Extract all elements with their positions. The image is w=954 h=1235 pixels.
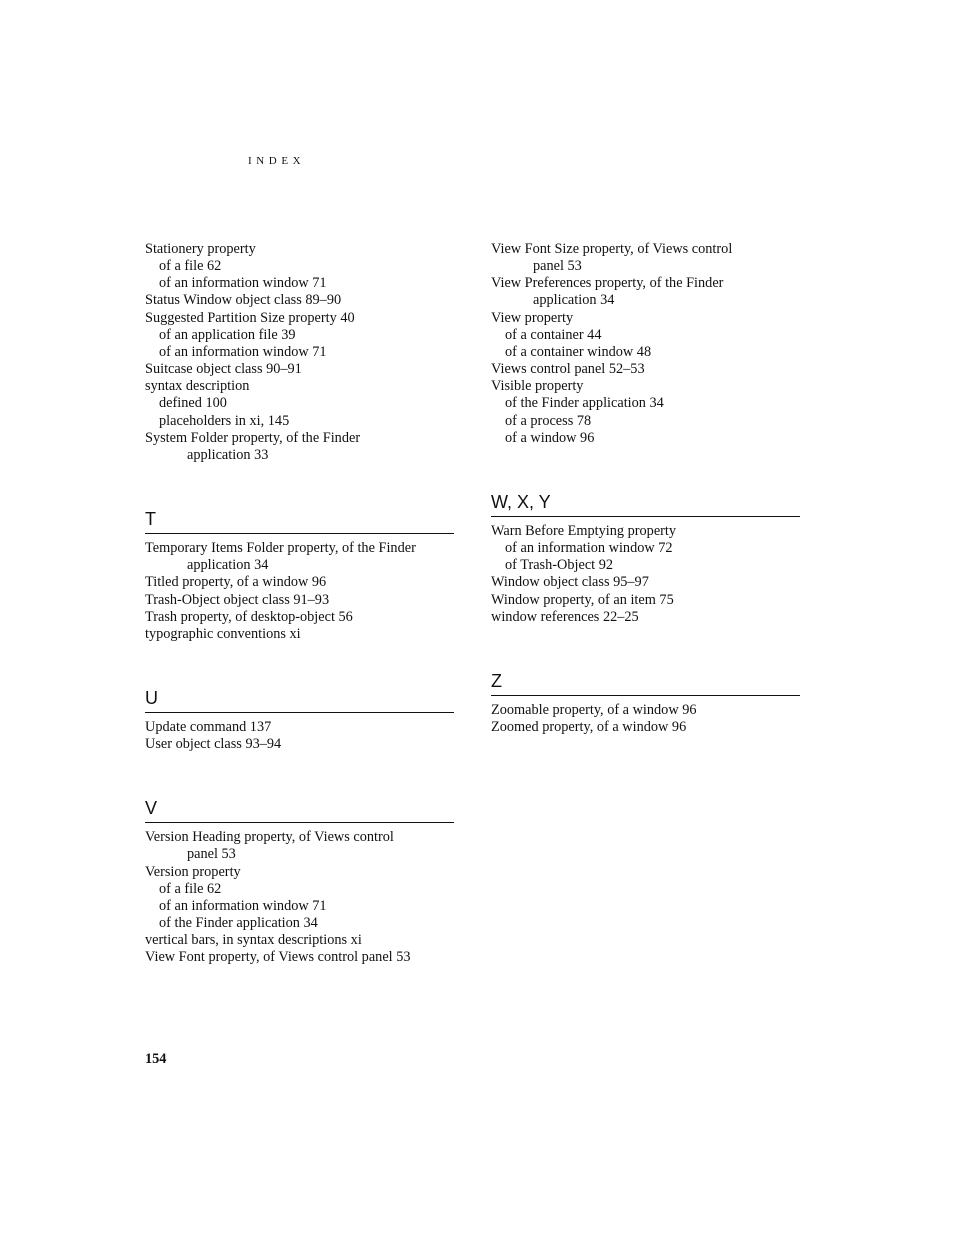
index-entry: Temporary Items Folder property, of the Finder	[145, 540, 416, 557]
index-entry: syntax description	[145, 378, 250, 395]
index-subentry: of the Finder application 34	[159, 915, 318, 932]
index-entry: Titled property, of a window 96	[145, 574, 327, 591]
index-entry: Views control panel 52–53	[491, 361, 645, 378]
section-spacer	[491, 447, 800, 491]
index-subentry: of a container 44	[505, 326, 602, 343]
section-letter-heading: Z	[491, 670, 800, 696]
index-entry: window references 22–25	[491, 608, 639, 625]
section-spacer	[145, 643, 454, 687]
index-column-right	[491, 241, 800, 736]
index-entry: Window property, of an item 75	[491, 591, 674, 608]
index-entry: Status Window object class 89–90	[145, 292, 342, 309]
index-subentry: of an information window 71	[159, 897, 327, 914]
index-subentry: of an information window 71	[159, 275, 327, 292]
index-entry: Trash-Object object class 91–93	[145, 591, 330, 608]
page-number: 154	[145, 1051, 167, 1067]
section-letter-heading: W, X, Y	[491, 491, 800, 517]
index-subentry: of Trash-Object 92	[505, 557, 614, 574]
index-subentry: of an application file 39	[159, 326, 296, 343]
section-spacer	[145, 753, 454, 797]
index-subentry: of a file 62	[159, 258, 222, 275]
running-head: INDEX	[248, 155, 306, 167]
index-entry: User object class 93–94	[145, 736, 282, 753]
index-entry: Version Heading property, of Views control	[145, 829, 394, 846]
index-subentry: of a file 62	[159, 880, 222, 897]
index-entry: Zoomable property, of a window 96	[491, 701, 697, 718]
index-entry: View property	[491, 309, 574, 326]
index-entry: View Font property, of Views control panel 53	[145, 949, 411, 966]
index-entry: Version property	[145, 863, 241, 880]
index-entry: Update command 137	[145, 718, 272, 735]
index-column-left	[145, 241, 454, 967]
section-spacer	[145, 464, 454, 508]
index-entry: typographic conventions xi	[145, 625, 301, 642]
index-entry: Stationery property	[145, 241, 256, 257]
index-entry: Visible property	[491, 378, 584, 395]
section-letter-heading: V	[145, 797, 454, 823]
index-entry: Window object class 95–97	[491, 574, 649, 591]
section-spacer	[491, 626, 800, 670]
index-entry: Zoomed property, of a window 96	[491, 718, 687, 735]
index-subentry: of a window 96	[505, 429, 595, 446]
index-entry: View Font Size property, of Views control	[491, 241, 733, 257]
index-subentry: of an information window 71	[159, 343, 327, 360]
index-entry: Suitcase object class 90–91	[145, 361, 302, 378]
index-entry: application 33	[187, 446, 269, 463]
index-entry: Suggested Partition Size property 40	[145, 309, 355, 326]
index-entry: Warn Before Emptying property	[491, 522, 677, 539]
index-entry: Trash property, of desktop-object 56	[145, 608, 353, 625]
index-entry: application 34	[533, 292, 615, 309]
index-entry: System Folder property, of the Finder	[145, 429, 361, 446]
index-subentry: placeholders in xi, 145	[159, 412, 290, 429]
section-letter-heading: T	[145, 508, 454, 534]
index-entry: panel 53	[187, 846, 236, 863]
index-subentry: defined 100	[159, 395, 227, 412]
index-entry: vertical bars, in syntax descriptions xi	[145, 932, 362, 949]
index-subentry: of an information window 72	[505, 540, 673, 557]
index-subentry: of a container window 48	[505, 343, 652, 360]
index-entry: panel 53	[533, 258, 582, 275]
index-subentry: of the Finder application 34	[505, 395, 664, 412]
index-entry: application 34	[187, 557, 269, 574]
section-letter-heading: U	[145, 687, 454, 713]
index-entry: View Preferences property, of the Finder	[491, 275, 724, 292]
index-subentry: of a process 78	[505, 412, 592, 429]
